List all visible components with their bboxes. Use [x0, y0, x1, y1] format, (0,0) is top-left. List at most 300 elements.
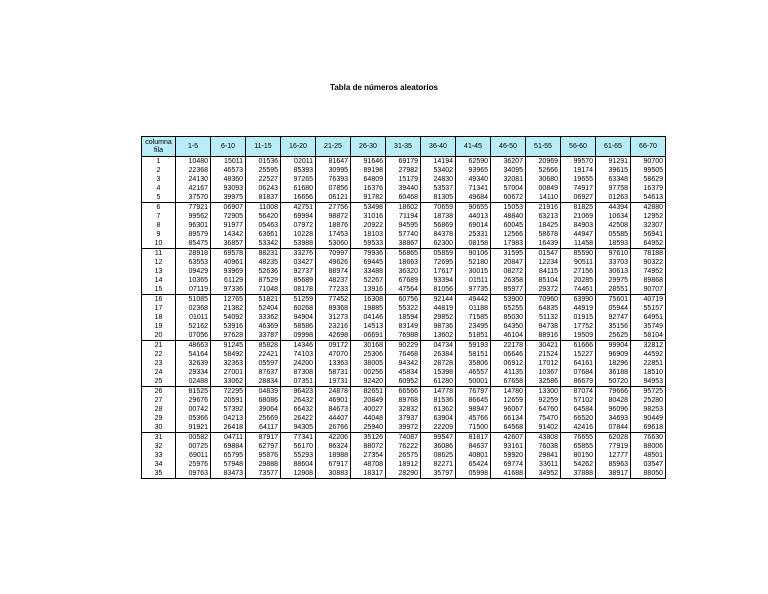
number-cell: 29852 [421, 313, 456, 322]
number-cell: 26766 [316, 423, 351, 433]
table-row [142, 451, 666, 460]
number-cell: 51259 [281, 295, 316, 305]
number-cell: 87074 [561, 387, 596, 397]
number-cell: 02368 [176, 304, 211, 313]
number-cell: 96096 [596, 405, 631, 414]
number-cell: 47564 [386, 285, 421, 295]
row-number-cell: 5 [142, 193, 176, 203]
number-cell: 77233 [316, 285, 351, 295]
number-cell: 63661 [246, 230, 281, 239]
number-cell: 06927 [561, 193, 596, 203]
number-cell: 95725 [631, 387, 666, 397]
table-row [142, 193, 666, 203]
row-number-cell: 19 [142, 322, 176, 331]
number-cell: 20849 [351, 396, 386, 405]
number-cell: 53060 [316, 239, 351, 249]
number-cell: 06907 [211, 203, 246, 213]
column-header: 31-35 [386, 137, 421, 157]
column-header: 11-15 [246, 137, 281, 157]
column-header: 66-70 [631, 137, 666, 157]
number-cell: 51132 [526, 313, 561, 322]
number-cell: 09998 [281, 331, 316, 341]
number-cell: 42698 [316, 331, 351, 341]
number-cell: 69774 [491, 460, 526, 469]
number-cell: 91402 [526, 423, 561, 433]
number-cell: 27756 [316, 203, 351, 213]
number-cell: 00742 [176, 405, 211, 414]
number-cell: 50720 [596, 377, 631, 387]
number-cell: 60952 [386, 377, 421, 387]
number-cell: 38917 [596, 469, 631, 479]
number-cell: 65795 [211, 451, 246, 460]
number-cell: 48840 [491, 212, 526, 221]
number-cell: 48235 [246, 258, 281, 267]
number-cell: 12566 [491, 230, 526, 239]
number-cell: 92747 [596, 313, 631, 322]
number-cell: 99547 [421, 433, 456, 443]
number-cell: 10365 [176, 276, 211, 285]
number-cell: 28290 [386, 469, 421, 479]
row-number-cell: 7 [142, 212, 176, 221]
number-cell: 34095 [491, 166, 526, 175]
number-cell: 46104 [491, 331, 526, 341]
number-cell: 81817 [456, 433, 491, 443]
number-cell: 28728 [421, 359, 456, 368]
number-cell: 15011 [211, 157, 246, 167]
number-cell: 42416 [561, 423, 596, 433]
number-cell: 33488 [351, 267, 386, 276]
number-cell: 90229 [386, 341, 421, 351]
number-cell: 39064 [246, 405, 281, 414]
row-number-cell: 25 [142, 377, 176, 387]
number-cell: 97610 [596, 249, 631, 259]
number-cell: 20591 [211, 396, 246, 405]
number-cell: 76988 [386, 331, 421, 341]
number-cell: 35156 [596, 322, 631, 331]
number-cell: 50001 [456, 377, 491, 387]
number-cell: 75470 [526, 414, 561, 423]
table-row [142, 469, 666, 479]
number-cell: 27156 [561, 267, 596, 276]
number-cell: 04711 [211, 433, 246, 443]
number-cell: 09429 [176, 267, 211, 276]
number-cell: 72695 [421, 258, 456, 267]
row-number-cell: 26 [142, 387, 176, 397]
row-number-cell: 1 [142, 157, 176, 167]
row-number-cell: 11 [142, 249, 176, 259]
number-cell: 54164 [176, 350, 211, 359]
number-cell: 69618 [631, 423, 666, 433]
number-cell: 52267 [351, 276, 386, 285]
number-cell: 04213 [211, 414, 246, 423]
number-cell: 52162 [176, 322, 211, 331]
table-row [142, 331, 666, 341]
number-cell: 04734 [421, 341, 456, 351]
number-cell: 13916 [351, 285, 386, 295]
number-cell: 30883 [316, 469, 351, 479]
table-row [142, 396, 666, 405]
number-cell: 85977 [491, 285, 526, 295]
column-header: 16-20 [281, 137, 316, 157]
number-cell: 16376 [351, 184, 386, 193]
table-row [142, 350, 666, 359]
number-cell: 57102 [561, 396, 596, 405]
number-cell: 39440 [386, 184, 421, 193]
number-cell: 99904 [596, 341, 631, 351]
number-cell: 46901 [316, 396, 351, 405]
number-cell: 33062 [211, 377, 246, 387]
table-row [142, 230, 666, 239]
number-cell: 46557 [456, 368, 491, 377]
number-cell: 10480 [176, 157, 211, 167]
number-cell: 19731 [316, 377, 351, 387]
number-cell: 44592 [631, 350, 666, 359]
number-cell: 96909 [596, 350, 631, 359]
number-cell: 78188 [631, 249, 666, 259]
number-cell: 42880 [631, 203, 666, 213]
number-cell: 94904 [281, 313, 316, 322]
row-number-cell: 10 [142, 239, 176, 249]
number-cell: 25306 [351, 350, 386, 359]
number-cell: 85030 [491, 313, 526, 322]
number-cell: 19509 [561, 331, 596, 341]
number-cell: 71194 [386, 212, 421, 221]
number-cell: 76038 [526, 442, 561, 451]
number-cell: 64951 [631, 313, 666, 322]
number-cell: 81525 [176, 387, 211, 397]
number-cell: 58104 [631, 331, 666, 341]
number-cell: 21382 [211, 304, 246, 313]
number-cell: 34952 [526, 469, 561, 479]
number-cell: 09763 [176, 469, 211, 479]
number-cell: 89368 [316, 304, 351, 313]
number-cell: 40719 [631, 295, 666, 305]
number-cell: 45834 [386, 368, 421, 377]
number-cell: 61280 [421, 377, 456, 387]
number-cell: 30680 [526, 175, 561, 184]
table-row [142, 460, 666, 469]
number-cell: 74461 [561, 285, 596, 295]
row-number-cell: 6 [142, 203, 176, 213]
number-cell: 98872 [316, 212, 351, 221]
number-cell: 20847 [491, 258, 526, 267]
number-cell: 85828 [246, 341, 281, 351]
number-cell: 42751 [281, 203, 316, 213]
number-cell: 35797 [421, 469, 456, 479]
number-cell: 33703 [596, 258, 631, 267]
number-cell: 63213 [526, 212, 561, 221]
number-cell: 44819 [421, 304, 456, 313]
number-cell: 18593 [596, 239, 631, 249]
number-cell: 32832 [386, 405, 421, 414]
number-cell: 53988 [281, 239, 316, 249]
table-row [142, 387, 666, 397]
number-cell: 19885 [351, 304, 386, 313]
number-cell: 49684 [456, 193, 491, 203]
number-cell: 81056 [421, 285, 456, 295]
row-number-cell: 21 [142, 341, 176, 351]
number-cell: 01915 [561, 313, 596, 322]
number-cell: 56941 [631, 230, 666, 239]
number-cell: 41688 [491, 469, 526, 479]
number-cell: 26432 [281, 396, 316, 405]
number-cell: 23495 [456, 322, 491, 331]
number-cell: 48663 [176, 341, 211, 351]
number-cell: 74952 [631, 267, 666, 276]
row-number-cell: 23 [142, 359, 176, 368]
number-cell: 60672 [491, 193, 526, 203]
table-row [142, 322, 666, 331]
number-cell: 17453 [316, 230, 351, 239]
number-cell: 42607 [491, 433, 526, 443]
number-cell: 18876 [316, 221, 351, 230]
number-cell: 89579 [176, 230, 211, 239]
table-row [142, 175, 666, 184]
number-cell: 29676 [176, 396, 211, 405]
number-cell: 18912 [386, 460, 421, 469]
number-cell: 30613 [596, 267, 631, 276]
number-cell: 64161 [561, 359, 596, 368]
number-cell: 97336 [211, 285, 246, 295]
number-cell: 47070 [316, 350, 351, 359]
number-cell: 14342 [211, 230, 246, 239]
number-cell: 21069 [561, 212, 596, 221]
number-cell: 57392 [211, 405, 246, 414]
number-cell: 36857 [211, 239, 246, 249]
number-cell: 21524 [526, 350, 561, 359]
number-cell: 67689 [386, 276, 421, 285]
number-cell: 32812 [631, 341, 666, 351]
number-cell: 16379 [631, 184, 666, 193]
number-cell: 07684 [561, 368, 596, 377]
number-cell: 26418 [211, 423, 246, 433]
number-cell: 66520 [561, 414, 596, 423]
number-cell: 39975 [211, 193, 246, 203]
number-cell: 33611 [526, 460, 561, 469]
number-cell: 01011 [176, 313, 211, 322]
number-cell: 33276 [281, 249, 316, 259]
number-cell: 94738 [526, 322, 561, 331]
number-cell: 14110 [526, 193, 561, 203]
number-cell: 14346 [281, 341, 316, 351]
number-cell: 70960 [526, 295, 561, 305]
table-row [142, 423, 666, 433]
number-cell: 51085 [176, 295, 211, 305]
row-number-cell: 20 [142, 331, 176, 341]
number-cell: 18594 [386, 313, 421, 322]
number-cell: 13363 [316, 359, 351, 368]
number-cell: 25280 [631, 396, 666, 405]
number-cell: 60756 [386, 295, 421, 305]
row-number-cell: 13 [142, 267, 176, 276]
number-cell: 56869 [421, 221, 456, 230]
number-cell: 18425 [526, 221, 561, 230]
number-cell: 88231 [246, 249, 281, 259]
number-cell: 17983 [491, 239, 526, 249]
number-cell: 74103 [281, 350, 316, 359]
number-cell: 62300 [421, 239, 456, 249]
number-cell: 44407 [316, 414, 351, 423]
number-cell: 43808 [526, 433, 561, 443]
number-cell: 84637 [456, 442, 491, 451]
number-cell: 54092 [211, 313, 246, 322]
number-cell: 99570 [561, 157, 596, 167]
number-cell: 90707 [631, 285, 666, 295]
number-cell: 59533 [351, 239, 386, 249]
number-cell: 91646 [351, 157, 386, 167]
table-row [142, 249, 666, 259]
number-cell: 17752 [561, 322, 596, 331]
number-cell: 71341 [456, 184, 491, 193]
number-cell: 17012 [526, 359, 561, 368]
column-header: 6-10 [211, 137, 246, 157]
number-cell: 53498 [351, 203, 386, 213]
page-title: Tabla de números aleatorios [330, 83, 438, 92]
number-cell: 58731 [316, 368, 351, 377]
number-cell: 96067 [491, 405, 526, 414]
number-cell: 97265 [281, 175, 316, 184]
number-cell: 93394 [421, 276, 456, 285]
number-cell: 53342 [246, 239, 281, 249]
number-cell: 24200 [281, 359, 316, 368]
number-cell: 22527 [246, 175, 281, 184]
number-cell: 01263 [596, 193, 631, 203]
number-cell: 07844 [596, 423, 631, 433]
number-cell: 72905 [211, 212, 246, 221]
number-cell: 52180 [456, 258, 491, 267]
number-cell: 95876 [246, 451, 281, 460]
number-cell: 27354 [351, 451, 386, 460]
column-header: 21-25 [316, 137, 351, 157]
number-cell: 29975 [596, 276, 631, 285]
number-cell: 28918 [176, 249, 211, 259]
number-cell: 90700 [631, 157, 666, 167]
number-cell: 94305 [281, 423, 316, 433]
number-cell: 81647 [316, 157, 351, 167]
number-cell: 58629 [631, 175, 666, 184]
number-cell: 06243 [246, 184, 281, 193]
random-numbers-table [141, 136, 666, 479]
number-cell: 91977 [211, 221, 246, 230]
number-cell: 24830 [421, 175, 456, 184]
row-number-cell: 34 [142, 460, 176, 469]
number-cell: 08272 [491, 267, 526, 276]
number-cell: 02011 [281, 157, 316, 167]
number-cell: 69445 [351, 258, 386, 267]
number-cell: 09172 [316, 341, 351, 351]
number-cell: 35126 [351, 433, 386, 443]
number-cell: 00256 [351, 368, 386, 377]
number-cell: 76393 [316, 175, 351, 184]
number-cell: 29334 [176, 368, 211, 377]
table-row [142, 258, 666, 267]
number-cell: 31273 [316, 313, 351, 322]
number-cell: 12777 [596, 451, 631, 460]
number-cell: 79666 [596, 387, 631, 397]
table-row [142, 359, 666, 368]
number-cell: 77341 [281, 433, 316, 443]
number-cell: 38005 [351, 359, 386, 368]
number-cell: 85963 [596, 460, 631, 469]
number-cell: 62590 [456, 157, 491, 167]
number-cell: 41135 [491, 368, 526, 377]
number-cell: 20922 [351, 221, 386, 230]
column-header-corner: columna fila [142, 137, 176, 157]
number-cell: 85104 [526, 276, 561, 285]
number-cell: 01188 [456, 304, 491, 313]
number-cell: 07119 [176, 285, 211, 295]
row-number-cell: 3 [142, 175, 176, 184]
row-number-cell: 12 [142, 258, 176, 267]
table-row [142, 433, 666, 443]
number-cell: 18663 [386, 258, 421, 267]
table-row [142, 221, 666, 230]
number-cell: 97758 [596, 184, 631, 193]
number-cell: 12908 [281, 469, 316, 479]
number-cell: 83473 [211, 469, 246, 479]
column-header: 36-40 [421, 137, 456, 157]
number-cell: 52636 [246, 267, 281, 276]
number-cell: 15053 [491, 203, 526, 213]
number-cell: 30168 [351, 341, 386, 351]
number-cell: 18602 [386, 203, 421, 213]
table-row [142, 276, 666, 285]
number-cell: 54613 [631, 193, 666, 203]
number-cell: 14194 [421, 157, 456, 167]
number-cell: 56865 [386, 249, 421, 259]
number-cell: 90449 [631, 414, 666, 423]
number-cell: 44048 [351, 414, 386, 423]
number-cell: 64568 [491, 423, 526, 433]
number-cell: 62028 [596, 433, 631, 443]
number-cell: 39972 [386, 423, 421, 433]
number-cell: 28834 [246, 377, 281, 387]
number-cell: 06121 [316, 193, 351, 203]
number-cell: 58151 [456, 350, 491, 359]
number-cell: 61666 [561, 341, 596, 351]
number-cell: 53402 [421, 166, 456, 175]
number-cell: 46369 [246, 322, 281, 331]
number-cell: 55157 [631, 304, 666, 313]
number-cell: 05366 [176, 414, 211, 423]
number-cell: 86679 [561, 377, 596, 387]
number-cell: 38867 [386, 239, 421, 249]
number-cell: 89198 [351, 166, 386, 175]
number-cell: 89868 [631, 276, 666, 285]
number-cell: 71585 [456, 313, 491, 322]
number-cell: 69014 [456, 221, 491, 230]
number-cell: 49442 [456, 295, 491, 305]
column-header: 26-30 [351, 137, 386, 157]
number-cell: 59193 [456, 341, 491, 351]
number-cell: 93093 [211, 184, 246, 193]
number-cell: 27001 [211, 368, 246, 377]
number-cell: 51821 [246, 295, 281, 305]
number-cell: 71048 [246, 285, 281, 295]
number-cell: 11458 [561, 239, 596, 249]
number-cell: 67917 [316, 460, 351, 469]
number-cell: 89768 [386, 396, 421, 405]
number-cell: 26422 [281, 414, 316, 423]
number-cell: 55322 [386, 304, 421, 313]
number-cell: 04146 [351, 313, 386, 322]
number-cell: 32307 [631, 221, 666, 230]
number-cell: 92259 [526, 396, 561, 405]
number-cell: 29888 [246, 460, 281, 469]
number-cell: 08625 [421, 451, 456, 460]
number-cell: 81536 [421, 396, 456, 405]
row-number-cell: 33 [142, 451, 176, 460]
